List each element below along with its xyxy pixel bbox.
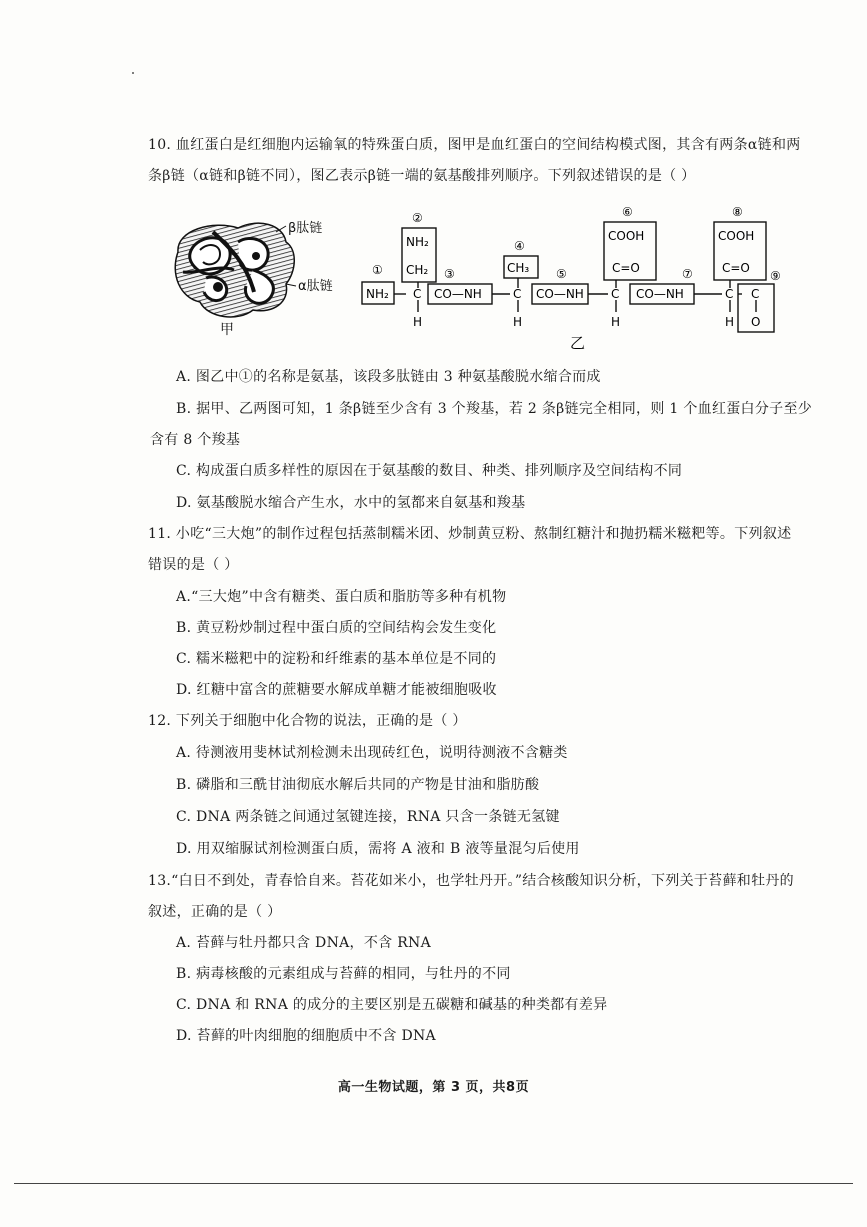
caption-jia: 甲 (220, 322, 234, 338)
question-12-stem-line1: 12. 下列关于细胞中化合物的说法，正确的是（ ） (148, 713, 467, 729)
question-13-option-b: B. 病毒核酸的元素组成与苔藓的相同，与牡丹的不同 (176, 966, 511, 982)
question-10-option-b-line1: B. 据甲、乙两图可知，1 条β链至少含有 3 个羧基，若 2 条β链完全相同，则 1 个血红蛋白分子至少 (176, 401, 813, 417)
question-11-stem (148, 519, 808, 581)
hydrogen-3: H (611, 315, 621, 329)
peptide-bond-5: CO—NH (536, 287, 584, 301)
caption-yi: 乙 (570, 334, 586, 352)
marker-1: ① (372, 263, 383, 277)
question-10-stem-line2: 条β链（α链和β链不同），图乙表示β链一端的氨基酸排列顺序。下列叙述错误的是（ ） (148, 168, 696, 184)
group-cooh-8: COOH (718, 229, 755, 243)
figure-jia-hemoglobin (158, 212, 358, 342)
question-11-option-a: A.“三大炮”中含有糖类、蛋白质和脂肪等多种有机物 (176, 589, 507, 605)
peptide-bond-7: CO—NH (636, 287, 684, 301)
group-ch3: CH₃ (507, 261, 530, 275)
hemoglobin-blob (175, 223, 294, 317)
question-12-stem (148, 706, 808, 737)
alpha-carbon-1: C (413, 287, 422, 301)
oxygen-9: O (751, 315, 761, 329)
label-alpha-chain: α肽链 (298, 279, 333, 294)
group-cooh-6: COOH (608, 229, 645, 243)
hydrogen-2: H (513, 315, 523, 329)
question-12-option-c: C. DNA 两条链之间通过氢键连接，RNA 只含一条链无氢键 (176, 809, 560, 825)
question-11-stem-line1: 11. 小吃“三大炮”的制作过程包括蒸制糯米团、炒制黄豆粉、熬制红糖汁和抛扔糯米糍粑等。下列叙述 (148, 526, 792, 542)
question-11-option-c: C. 糯米糍粑中的淀粉和纤维素的基本单位是不同的 (176, 651, 497, 667)
marker-5: ⑤ (556, 267, 567, 281)
alpha-leader-line (286, 284, 296, 286)
marker-8: ⑧ (732, 205, 743, 219)
question-10-option-c: C. 构成蛋白质多样性的原因在于氨基酸的数目、种类、排列顺序及空间结构不同 (176, 463, 683, 479)
hydrogen-4: H (725, 315, 735, 329)
question-12-option-b: B. 磷脂和三酰甘油彻底水解后共同的产物是甘油和脂肪酸 (176, 777, 540, 793)
marker-3: ③ (444, 267, 455, 281)
question-10-option-b-line2: 含有 8 个羧基 (150, 432, 241, 448)
page-footer: 高一生物试题，第 3 页，共8页 (337, 1080, 530, 1095)
group-co-6: C=O (612, 261, 640, 275)
question-10-option-a: A. 图乙中①的名称是氨基，该段多肽链由 3 种氨基酸脱水缩合而成 (176, 369, 601, 385)
question-12-option-d: D. 用双缩脲试剂检测蛋白质，需将 A 液和 B 液等量混匀后使用 (176, 841, 580, 857)
carbonyl-carbon-9: C (751, 287, 760, 301)
group-co-8: C=O (722, 261, 750, 275)
alpha-carbon-3: C (611, 287, 620, 301)
marker-7: ⑦ (682, 267, 693, 281)
question-10-stem-line1: 10. 血红蛋白是红细胞内运输氧的特殊蛋白质，图甲是血红蛋白的空间结构模式图，其含有两条α链和两 (148, 137, 801, 153)
question-11-option-b: B. 黄豆粉炒制过程中蛋白质的空间结构会发生变化 (176, 620, 497, 636)
group-nh2-1: NH₂ (366, 287, 389, 301)
question-13-option-d: D. 苔藓的叶肉细胞的细胞质中不含 DNA (176, 1028, 436, 1044)
alpha-carbon-4: C (725, 287, 734, 301)
marker-4: ④ (514, 239, 525, 253)
question-10-option-d: D. 氨基酸脱水缩合产生水，水中的氢都来自氨基和羧基 (176, 495, 526, 511)
question-12-option-a: A. 待测液用斐林试剂检测未出现砖红色，说明待测液不含糖类 (176, 745, 568, 761)
question-11-option-d: D. 红糖中富含的蔗糖要水解成单糖才能被细胞吸收 (176, 682, 497, 698)
hydrogen-1: H (413, 315, 423, 329)
question-10-stem (148, 130, 808, 192)
label-beta-chain: β肽链 (288, 221, 323, 236)
question-13-stem-line2: 叙述，正确的是（ ） (148, 904, 282, 920)
marker-6: ⑥ (622, 205, 633, 219)
scan-speck (132, 72, 134, 74)
bottom-rule (14, 1183, 853, 1184)
alpha-carbon-2: C (513, 287, 522, 301)
question-13-option-a: A. 苔藓与牡丹都只含 DNA，不含 RNA (176, 935, 431, 951)
peptide-bond-3: CO—NH (434, 287, 482, 301)
marker-9: ⑨ (770, 269, 781, 283)
group-nh2-2: NH₂ (406, 235, 429, 249)
question-11-stem-line2: 错误的是（ ） (148, 557, 239, 573)
question-13-stem (148, 866, 808, 928)
question-13-stem-line1: 13.“白日不到处，青春恰自来。苔花如米小，也学牡丹开。”结合核酸知识分析，下列关于苔藓和牡丹的 (148, 873, 794, 889)
question-10-option-b (150, 394, 816, 456)
group-ch2: CH₂ (406, 263, 429, 277)
figure-yi-amino-acid-sequence (358, 200, 798, 360)
question-13-option-c: C. DNA 和 RNA 的成分的主要区别是五碳糖和碱基的种类都有差异 (176, 997, 608, 1013)
marker-2: ② (412, 211, 423, 225)
